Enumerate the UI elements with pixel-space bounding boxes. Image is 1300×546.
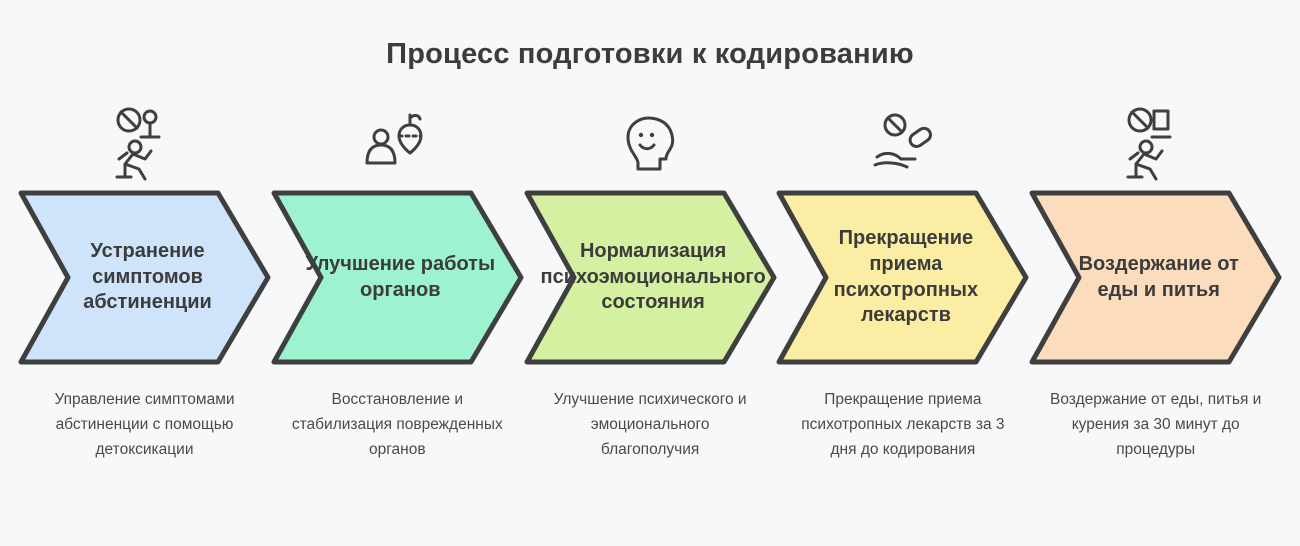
person-organ-icon: [271, 105, 524, 185]
process-step[interactable]: [18, 105, 271, 525]
step-caption: Улучшение психического и эмоционального благополучия: [553, 391, 747, 459]
step-caption: Управление симптомами абстиненции с помощью детоксикации: [54, 391, 235, 459]
step-caption: Прекращение приема психотропных лекарств за 3 дня до кодирования: [801, 391, 1005, 459]
page-title: Процесс подготовки к кодированию: [386, 38, 914, 70]
head-smile-icon: [524, 105, 777, 185]
process-step[interactable]: [776, 105, 1029, 525]
step-caption: Воздержание от еды, питья и курения за 30 минут до процедуры: [1050, 391, 1262, 459]
step-label: Улучшение работы органов: [305, 252, 496, 301]
step-caption: Восстановление и стабилизация поврежденных органов: [291, 391, 503, 459]
process-steps: [18, 105, 1282, 525]
step-label: Воздержание от еды и питья: [1078, 252, 1239, 301]
step-label: Прекращение приема психотропных лекарств: [833, 227, 979, 327]
process-step[interactable]: [271, 105, 524, 525]
process-step[interactable]: [1029, 105, 1282, 525]
no-alcohol-person-icon: [18, 105, 271, 185]
hand-pills-icon: [776, 105, 1029, 185]
no-drink-person-icon: [1029, 105, 1282, 185]
process-step[interactable]: [524, 105, 777, 525]
step-label: Нормализация психоэмоционального состояния: [540, 240, 766, 314]
step-label: Устранение симптомов абстиненции: [83, 240, 212, 314]
